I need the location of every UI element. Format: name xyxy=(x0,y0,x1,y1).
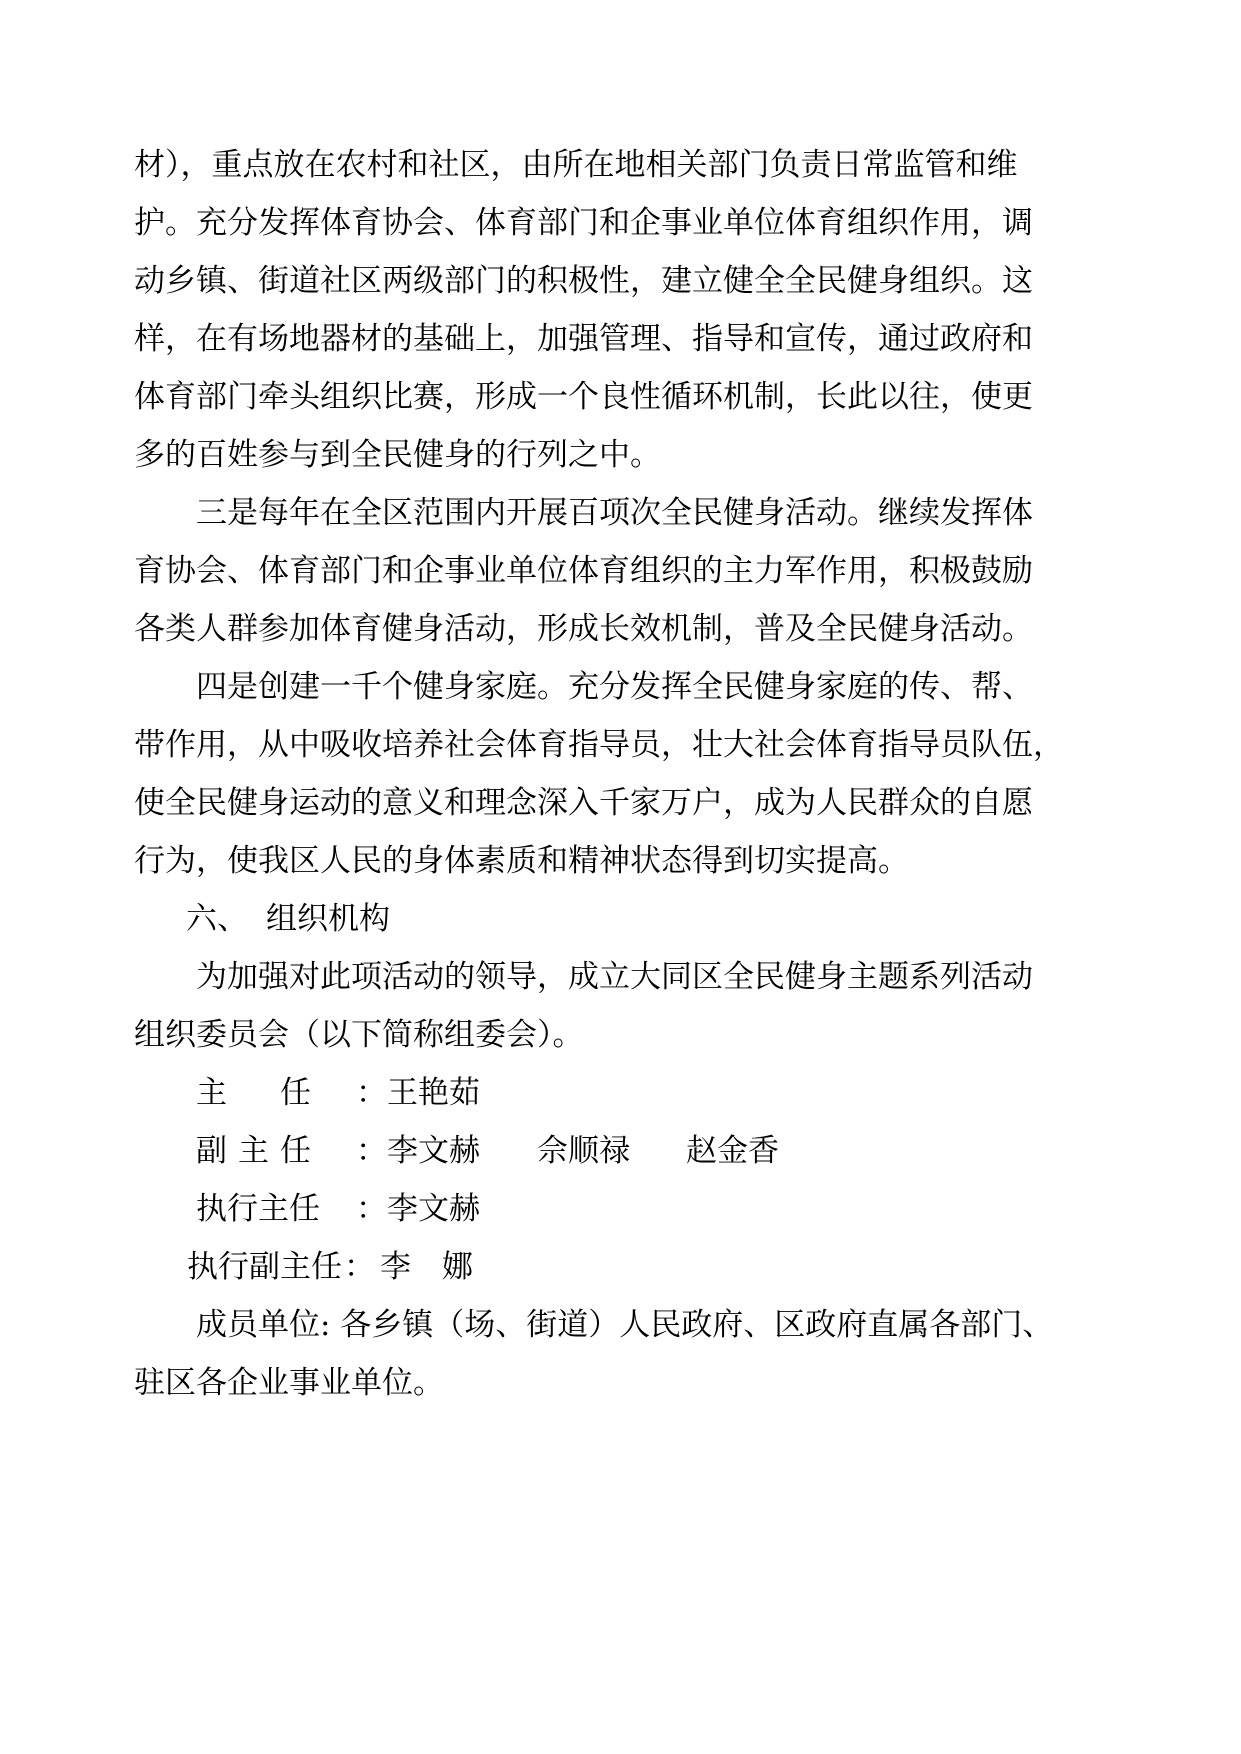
intro-paragraph-line-1: 为加强对此项活动的领导，成立大同区全民健身主题系列活动 xyxy=(196,959,1033,995)
committee-member: 赵金香 xyxy=(686,1133,779,1169)
committee-row-director xyxy=(0,1073,1241,1113)
committee-colon: ： xyxy=(356,1075,387,1111)
paragraph-3-line-3: 使全民健身运动的意义和理念深入千家万户，成为人民群众的自愿 xyxy=(134,785,1033,821)
role-char: 主 xyxy=(196,1075,227,1111)
committee-role xyxy=(196,1073,311,1113)
committee-member: 李文赫 xyxy=(387,1191,480,1227)
role-char: 任 xyxy=(280,1075,311,1111)
paragraph-2-line-2: 育协会、体育部门和企事业单位体育组织的主力军作用，积极鼓励 xyxy=(134,553,1033,589)
member-units-line-2: 驻区各企业事业单位。 xyxy=(134,1365,444,1401)
committee-colon: ： xyxy=(344,1249,375,1285)
role-char: 副 xyxy=(196,1133,227,1169)
committee-colon: ： xyxy=(356,1133,387,1169)
paragraph-1-line-4: 样，在有场地器材的基础上，加强管理、指导和宣传，通过政府和 xyxy=(134,321,1033,357)
paragraph-2-line-3: 各类人群参加体育健身活动，形成长效机制，普及全民健身活动。 xyxy=(134,611,1033,647)
member-units-line-1: 成员单位: 各乡镇（场、街道）人民政府、区政府直属各部门、 xyxy=(196,1307,1054,1343)
committee-row-deputy-director xyxy=(0,1131,1241,1171)
paragraph-3-line-4: 行为，使我区人民的身体素质和精神状态得到切实提高。 xyxy=(134,843,909,879)
committee-role: 执行主任 xyxy=(196,1191,320,1227)
role-char: 任 xyxy=(280,1133,311,1169)
role-char: 主 xyxy=(238,1133,269,1169)
section-number: 六、 xyxy=(186,901,248,937)
committee-role: 执行副主任 xyxy=(187,1249,342,1285)
section-title: 组织机构 xyxy=(266,901,390,937)
paragraph-2-line-1: 三是每年在全区范围内开展百项次全民健身活动。继续发挥体 xyxy=(196,495,1033,531)
committee-member: 佘顺禄 xyxy=(537,1133,630,1169)
paragraph-1-line-3: 动乡镇、街道社区两级部门的积极性，建立健全全民健身组织。这 xyxy=(134,263,1033,299)
committee-member: 李 娜 xyxy=(380,1249,473,1285)
section-heading xyxy=(186,899,390,939)
committee-member: 李文赫 xyxy=(387,1133,480,1169)
committee-row-executive-director xyxy=(0,1189,1241,1229)
paragraph-1-line-2: 护。充分发挥体育协会、体育部门和企事业单位体育组织作用，调 xyxy=(134,205,1033,241)
intro-paragraph-line-2: 组织委员会（以下简称组委会）。 xyxy=(134,1017,584,1053)
committee-row-executive-deputy-director xyxy=(0,1247,1241,1287)
paragraph-3-line-1: 四是创建一千个健身家庭。充分发挥全民健身家庭的传、帮、 xyxy=(196,669,1033,705)
committee-member: 王艳茹 xyxy=(387,1075,480,1111)
paragraph-1-line-1: 材），重点放在农村和社区，由所在地相关部门负责日常监管和维 xyxy=(134,147,1018,183)
paragraph-1-line-6: 多的百姓参与到全民健身的行列之中。 xyxy=(134,437,661,473)
committee-colon: ： xyxy=(356,1191,387,1227)
paragraph-3-line-2: 带作用，从中吸收培养社会体育指导员，壮大社会体育指导员队伍， xyxy=(134,727,1064,763)
paragraph-1-line-5: 体育部门牵头组织比赛，形成一个良性循环机制，长此以往，使更 xyxy=(134,379,1033,415)
committee-role xyxy=(196,1131,311,1171)
